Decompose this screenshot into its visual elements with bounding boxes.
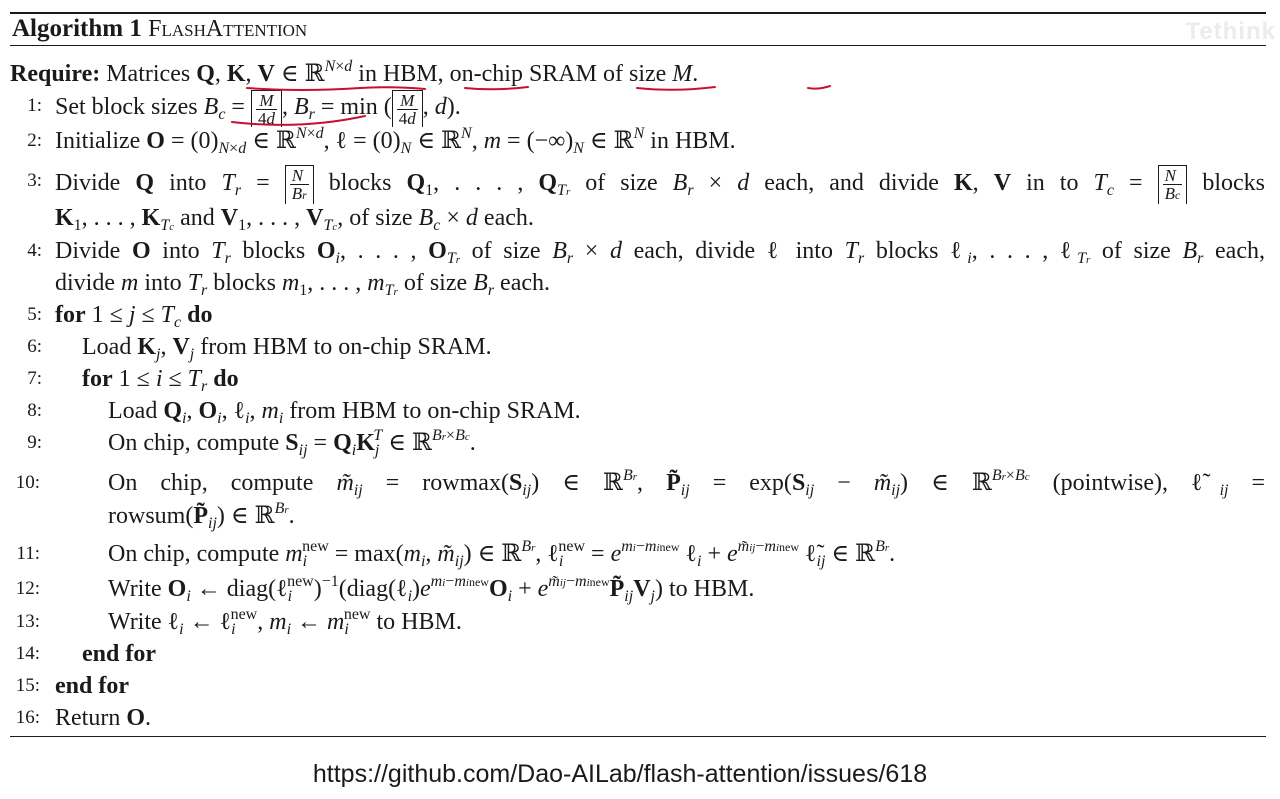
require-line: Require: Matrices Q, K, V ∈ ℝ$^{N\times d}$ in HBM, on-chip SRAM of size M. <box>10 58 699 87</box>
require-keyword: Require: <box>10 61 101 87</box>
bottom-rule <box>10 736 1266 737</box>
algo-line-4b: divide m into $T_r$ blocks $m_1$, . . . , $m_{Tr}$ of size $B_r$ each. <box>55 270 551 299</box>
algo-line-1: 1: Set block sizes $B_c$ = $\frac{M}{4d}$ , $B_r = \min$ ( $\frac{M}{4d}$ , d). <box>27 91 461 128</box>
algo-line-15: 15: end for <box>15 673 129 699</box>
algo-line-6: 6: Load $K_j$, $V_j$ from HBM to on-chip SRAM. <box>27 334 492 363</box>
algo-line-5: 5: for $1 \le j \le T_c$ do <box>27 302 213 331</box>
algo-line-16: 16: Return O. <box>15 705 151 731</box>
algo-line-4a: 4: Divide O into $T_r$ blocks $O_i$, . . . , $O_{Tr}$ of size $B_r \times d$ each, divide ℓ into $T_r$ blocks ℓ$_i$, . . . , ℓ$_{Tr}$ of size $B_r$ each, <box>27 238 1265 267</box>
algo-line-3a: 3: Divide Q into $T_r$ = $\frac{N}{Br}$ blocks $Q_1$, . . . , $Q_{Tr}$ of size $B_r \times d$ each, and divide K, V in to $T_c$ = $\frac{N}{Bc}$ blocks <box>27 166 1266 203</box>
watermark: Tethink <box>1185 18 1276 45</box>
algo-line-8: 8: Load $Q_i$, $O_i$, ℓ$_i$, $m_i$ from HBM to on-chip SRAM. <box>27 398 581 427</box>
algo-line-10b: $rowsum(P̃_{ij})$ ∈ ℝ$^{Br}$. <box>108 500 295 532</box>
algo-line-10a: 10: On chip, compute $m̃_{ij} = rowmax(S_{ij})$ ∈ ℝ$^{Br}$, $P̃_{ij} = \exp(S_{ij}$ − $m̃_{ij}$) ∈ ℝ$^{Br\times Bc}$ (pointwise), $\ell̃_{ij}$ = <box>15 467 1266 499</box>
algorithm-name: FlashAttention <box>148 16 308 42</box>
algo-line-2: 2: Initialize $O = (0)_{N\times d}$ ∈ ℝ$^{N\times d}$, ℓ = $(0)_N$ ∈ ℝ$^N$, $m = (-\infty)_N$ ∈ ℝ$^N$ in HBM. <box>27 125 736 157</box>
algorithm-title <box>12 14 307 44</box>
algo-line-9: 9: On chip, compute $S_{ij} = Q_iK_j^T$ ∈ ℝ$^{Br\times Bc}$. <box>27 427 476 459</box>
algo-line-11: 11: On chip, compute $m_i^{new} = \max(m_i$, $m̃_{ij}$) ∈ ℝ$^{Br}$, ℓ$_i^{new}$ = $e^{mi-minew}$ ℓ$_i$ + $e^{m̃ij-minew}$ $\ell̃_{ij}$ ∈ ℝ$^{Br}$. <box>16 538 896 570</box>
algo-line-13: 13: Write ℓ$_i$ ← ℓ$_i^{new}$, $m_i$ ← $m_i^{new}$ to HBM. <box>15 606 462 638</box>
algo-line-7: 7: for $1 \le i \le T_r$ do <box>27 366 239 395</box>
algo-line-14: 14: end for <box>15 641 156 667</box>
title-rule <box>10 45 1266 46</box>
algo-line-12: 12: Write $O_i$ ← $diag(\ell_i^{new})^{-1}(diag(\ell_i)e^{mi-minew}O_i$ + $e^{m̃ij-minew}P̃_{ij}V_j$) to HBM. <box>15 573 755 605</box>
algorithm-label: Algorithm 1 <box>12 15 142 42</box>
source-url[interactable]: https://github.com/Dao-AILab/flash-attention/issues/618 <box>312 760 928 788</box>
algo-line-3b: $K_1$, . . . , $K_{Tc}$ and $V_1$, . . . , $V_{Tc}$, of size $B_c \times d$ each. <box>55 205 534 234</box>
